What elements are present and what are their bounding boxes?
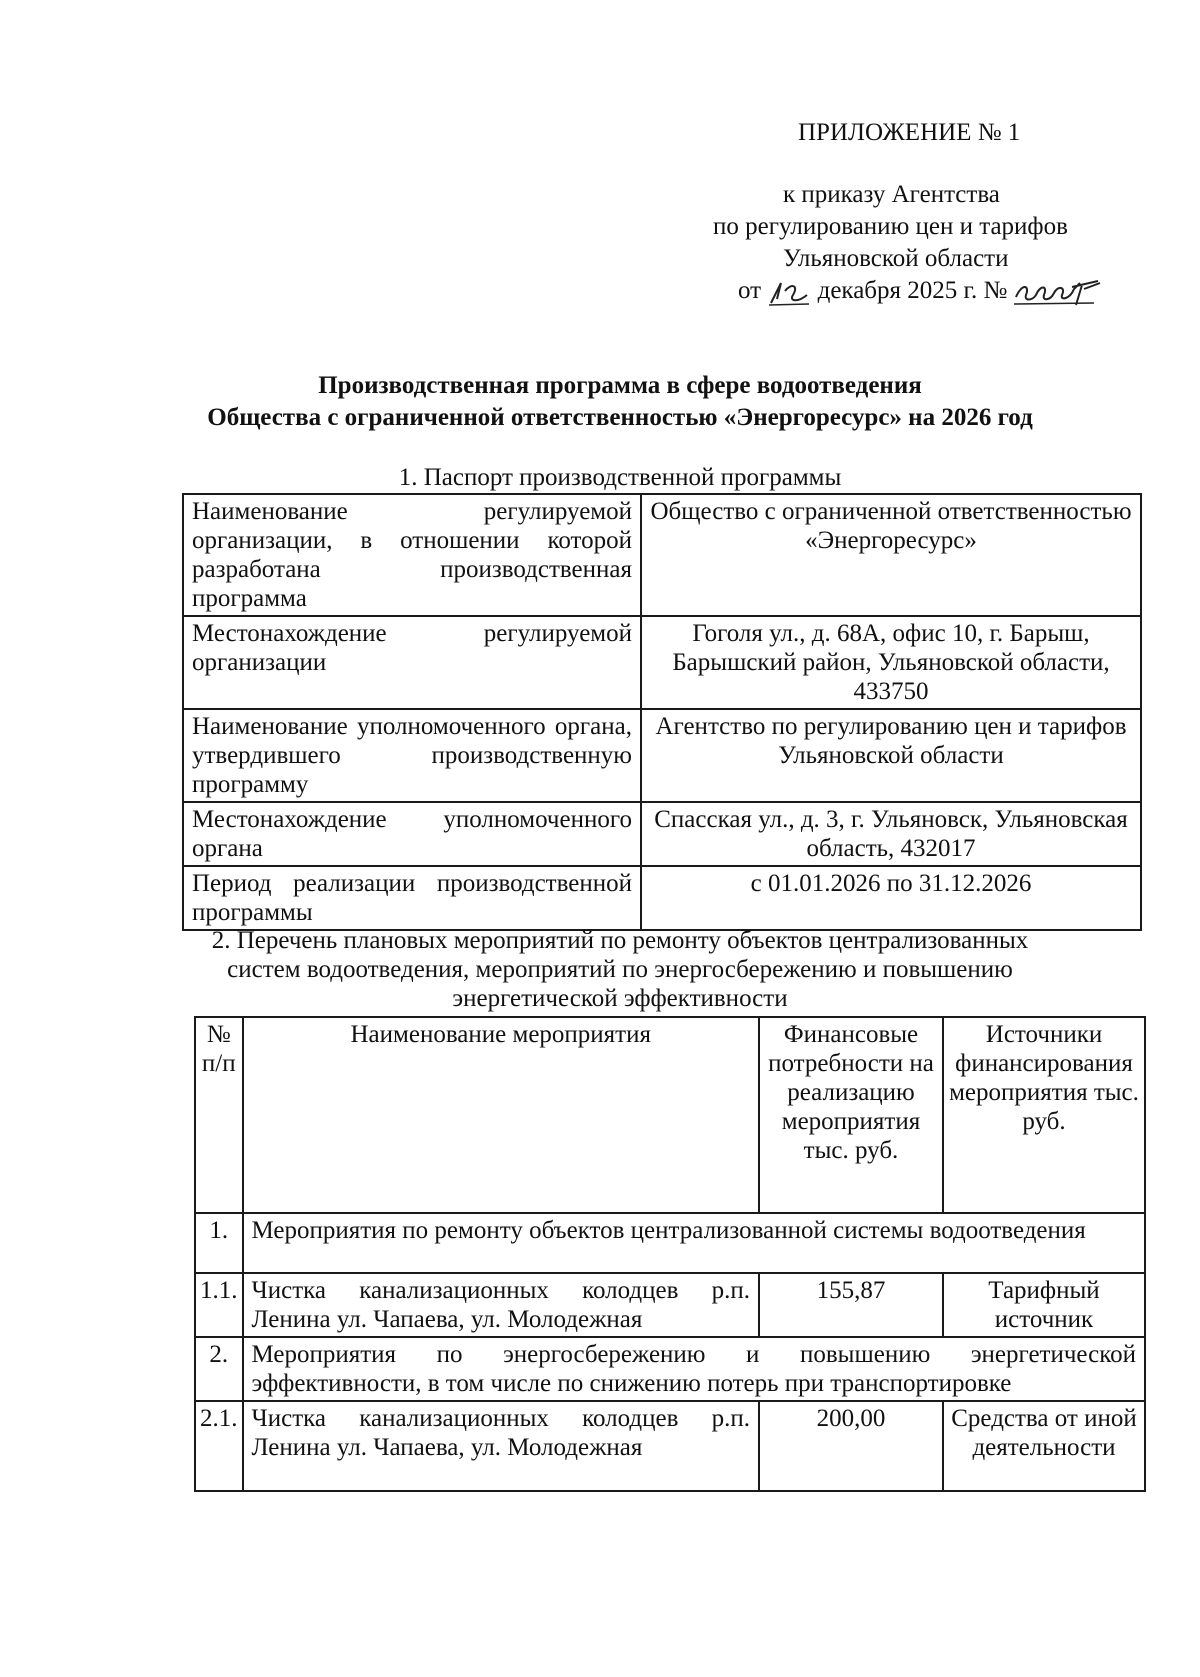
table-header-row (195, 1017, 1145, 1213)
row-source: Средства от иной деятельности (943, 1401, 1145, 1491)
measures-table (194, 1016, 1146, 1492)
passport-label: Наименование уполномоченного органа, утвердившего производственную программу (183, 709, 641, 802)
passport-label: Местонахождение уполномоченного органа (183, 802, 641, 866)
table-row (195, 1213, 1145, 1273)
table-row (183, 494, 1141, 616)
handwritten-order-number (1014, 277, 1102, 307)
row-cost: 200,00 (759, 1401, 943, 1491)
column-header-name: Наименование мероприятия (243, 1017, 760, 1213)
row-num: 1. (195, 1213, 243, 1273)
row-num: 2.1. (195, 1401, 243, 1491)
passport-value: Гоголя ул., д. 68А, офис 10, г. Барыш, Барышский район, Ульяновской области, 433750 (641, 616, 1141, 709)
program-title-line-2: Общества с ограниченной ответственностью «Энергоресурс» на 2026 год (207, 404, 1033, 431)
handwritten-day (767, 277, 811, 307)
row-source: Тарифный источник (943, 1273, 1145, 1337)
order-reference-line-2: по регулированию цен и тарифов (713, 213, 1068, 240)
row-name: Чистка канализационных колодцев р.п. Ленина ул. Чапаева, ул. Молодежная (243, 1273, 760, 1337)
order-date-line (738, 276, 1102, 307)
table-row (183, 709, 1141, 802)
table-row (195, 1273, 1145, 1337)
table-row (195, 1337, 1145, 1401)
row-num: 1.1. (195, 1273, 243, 1337)
passport-label: Период реализации производственной программы (183, 866, 641, 930)
column-header-num: № п/п (195, 1017, 243, 1213)
section-2-heading-line-1: 2. Перечень плановых мероприятий по ремонту объектов централизованных (211, 927, 1029, 954)
table-row (183, 866, 1141, 930)
row-name: Чистка канализационных колодцев р.п. Ленина ул. Чапаева, ул. Молодежная (243, 1401, 760, 1491)
row-num: 2. (195, 1337, 243, 1401)
passport-value: Агентство по регулированию цен и тарифов Ульяновской области (641, 709, 1141, 802)
table-row (183, 802, 1141, 866)
row-cost: 155,87 (759, 1273, 943, 1337)
section-1-heading: 1. Паспорт производственной программы (398, 464, 842, 491)
table-row (195, 1401, 1145, 1491)
column-header-cost: Финансовые потребности на реализацию мероприятия тыс. руб. (759, 1017, 943, 1213)
appendix-label: ПРИЛОЖЕНИЕ № 1 (798, 119, 1021, 146)
table-row (183, 616, 1141, 709)
row-section-name: Мероприятия по ремонту объектов централизованной системы водоотведения (243, 1213, 1146, 1273)
passport-table (182, 493, 1142, 931)
date-prefix: от (738, 277, 762, 304)
section-2-heading-line-3: энергетической эффективности (452, 985, 788, 1012)
row-section-name: Мероприятия по энергосбережению и повышению энергетической эффективности, в том числе по снижению потерь при транспортировке (243, 1337, 1146, 1401)
passport-label: Наименование регулируемой организации, в отношении которой разработана производственная программа (183, 494, 641, 616)
passport-value: с 01.01.2026 по 31.12.2026 (641, 866, 1141, 930)
date-suffix: декабря 2025 г. № (817, 277, 1008, 304)
passport-value: Спасская ул., д. 3, г. Ульяновск, Ульяновская область, 432017 (641, 802, 1141, 866)
order-reference-line-3: Ульяновской области (783, 245, 1009, 272)
section-2-heading-line-2: систем водоотведения, мероприятий по энергосбережению и повышению (227, 956, 1013, 983)
column-header-source: Источники финансирования мероприятия тыс. руб. (943, 1017, 1145, 1213)
program-title-line-1: Производственная программа в сфере водоотведения (318, 372, 922, 399)
passport-value: Общество с ограниченной ответственностью «Энергоресурс» (641, 494, 1141, 616)
passport-label: Местонахождение регулируемой организации (183, 616, 641, 709)
order-reference-line-1: к приказу Агентства (783, 181, 1000, 208)
